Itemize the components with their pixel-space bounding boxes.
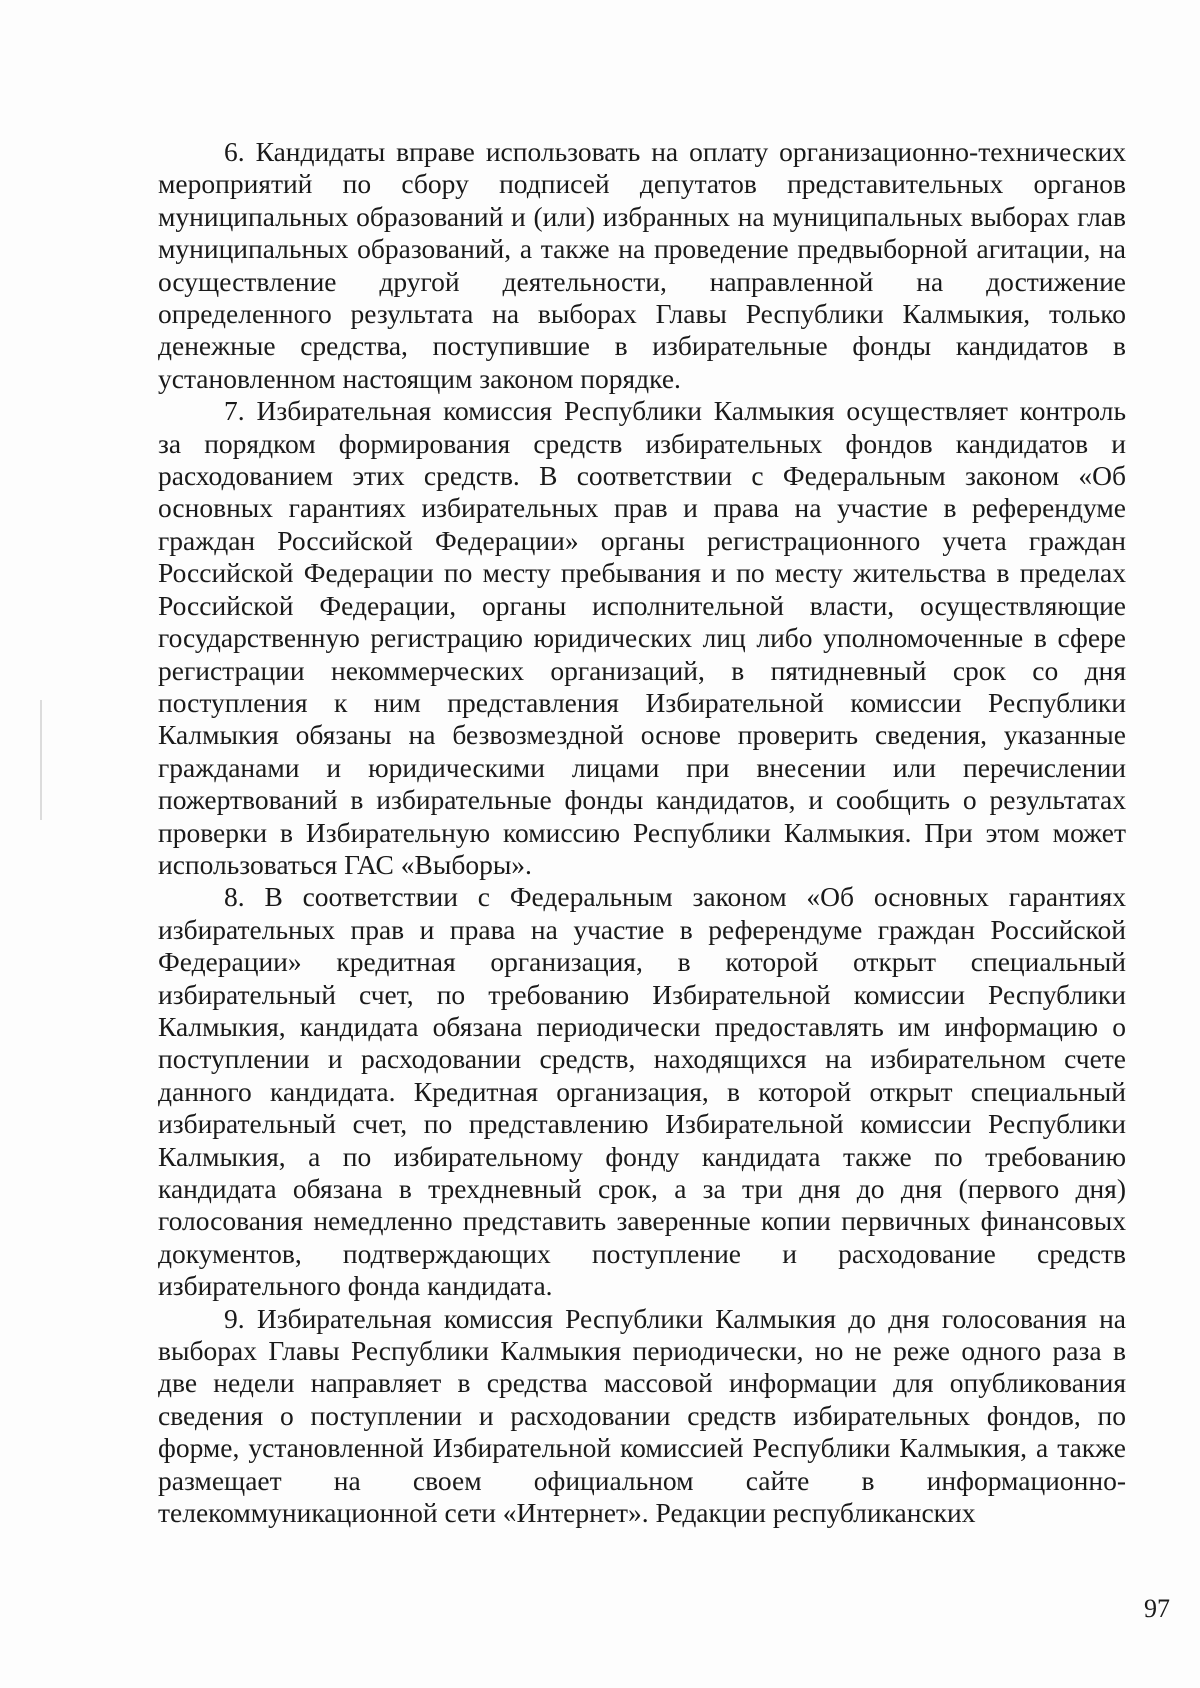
scan-artifact — [40, 700, 42, 820]
paragraph-8: 8. В соответствии с Федеральным законом «Об основных гарантиях избирательных прав и права на участие в референдуме граждан Российской Федерации» кредитная организация, в которой открыт специальный избирательный счет, по требованию Избирательной комиссии Республики Калмыкия, кандидата обязана периодически предоставлять им информацию о поступлении и расходовании средств, находящихся на избирательном счете данного кандидата. Кредитная организация, в которой открыт специальный избирательный счет, по представлению Избирательной комиссии Республики Калмыкия, а по избирательному фонду кандидата также по требованию кандидата обязана в трехдневный срок, а за три дня до дня (первого дня) голосования немедленно представить заверенные копии первичных финансовых документов, подтверждающих поступление и расходование средств избирательного фонда кандидата. — [158, 881, 1126, 1302]
document-body — [158, 136, 1126, 1529]
paragraph-6: 6. Кандидаты вправе использовать на оплату организационно-технических мероприятий по сбору подписей депутатов представительных органов муниципальных образований и (или) избранных на муниципальных выборах глав муниципальных образований, а также на проведение предвыборной агитации, на осуществление другой деятельности, направленной на достижение определенного результата на выборах Главы Республики Калмыкия, только денежные средства, поступившие в избирательные фонды кандидатов в установленном настоящим законом порядке. — [158, 136, 1126, 394]
paragraph-9: 9. Избирательная комиссия Республики Калмыкия до дня голосования на выборах Главы Республики Калмыкия периодически, но не реже одного раза в две недели направляет в средства массовой информации для опубликования сведения о поступлении и расходовании средств избирательных фондов, по форме, установленной Избирательной комиссией Республики Калмыкия, а также размещает на своем официальном сайте в информационно-телекоммуникационной сети «Интернет». Редакции республиканских — [158, 1302, 1126, 1529]
page-number: 97 — [1144, 1594, 1170, 1623]
paragraph-7: 7. Избирательная комиссия Республики Калмыкия осуществляет контроль за порядком формирования средств избирательных фондов кандидатов и расходованием этих средств. В соответствии с Федеральным законом «Об основных гарантиях избирательных прав и права на участие в референдуме граждан Российской Федерации» органы регистрационного учета граждан Российской Федерации по месту пребывания и по месту жительства в пределах Российской Федерации, органы исполнительной власти, осуществляющие государственную регистрацию юридических лиц либо уполномоченные в сфере регистрации некоммерческих организаций, в пятидневный срок со дня поступления к ним представления Избирательной комиссии Республики Калмыкия обязаны на безвозмездной основе проверить сведения, указанные гражданами и юридическими лицами при внесении или перечислении пожертвований в избирательные фонды кандидатов, и сообщить о результатах проверки в Избирательную комиссию Республики Калмыкия. При этом может использоваться ГАС «Выборы». — [158, 395, 1126, 880]
